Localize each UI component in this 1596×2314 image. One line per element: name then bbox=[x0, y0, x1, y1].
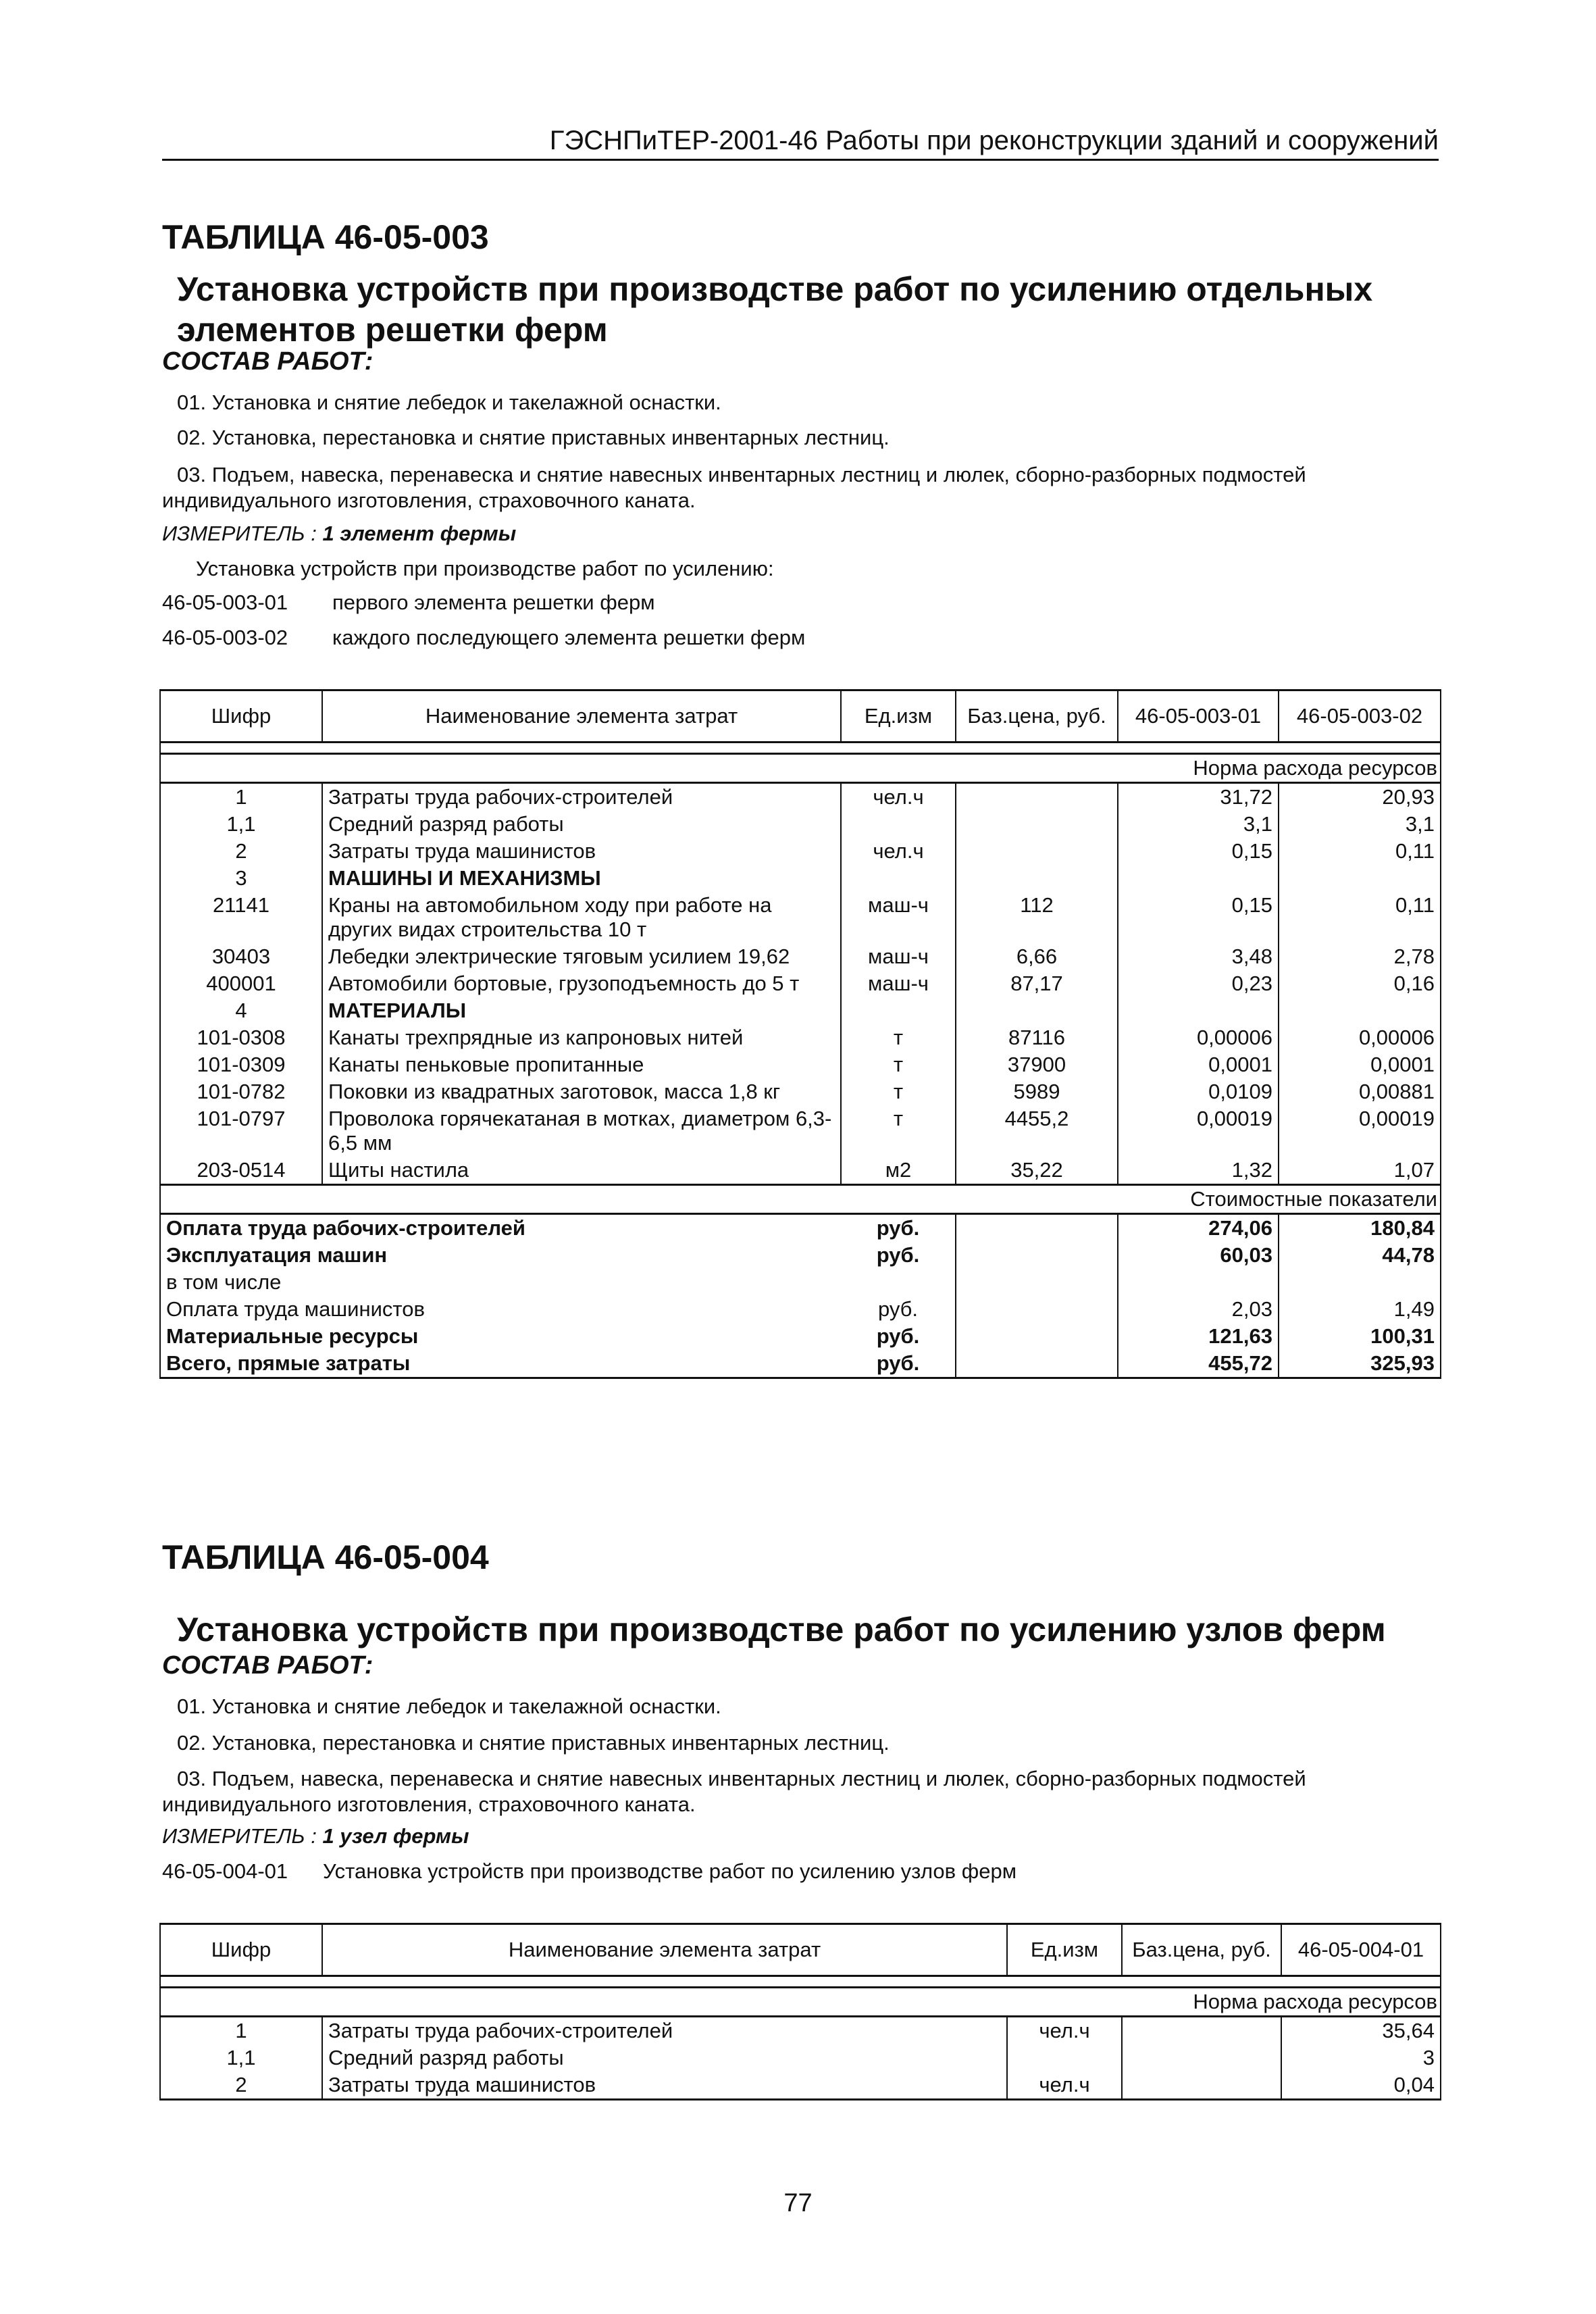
column-header: 46-05-003-02 bbox=[1279, 690, 1441, 743]
row-value bbox=[1118, 997, 1279, 1024]
row-code: 1 bbox=[160, 783, 322, 811]
work-composition-label: СОСТАВ РАБОТ: bbox=[162, 1651, 374, 1680]
row-value: 0,16 bbox=[1279, 970, 1441, 997]
table-row bbox=[160, 943, 1441, 970]
row-value: 0,04 bbox=[1281, 2071, 1441, 2100]
row-price: 5989 bbox=[956, 1078, 1118, 1105]
row-code: 21141 bbox=[160, 892, 322, 943]
row-code: 3 bbox=[160, 865, 322, 892]
row-name: Канаты трехпрядные из капроновых нитей bbox=[322, 1024, 841, 1051]
work-item: 01. Установка и снятие лебедок и такелажной оснастки. bbox=[177, 1694, 721, 1718]
row-code: 101-0309 bbox=[160, 1051, 322, 1078]
row-unit bbox=[1007, 2044, 1122, 2071]
row-unit: чел.ч bbox=[841, 783, 956, 811]
table-row bbox=[160, 1157, 1441, 1185]
row-name: Поковки из квадратных заготовок, масса 1,8 кг bbox=[322, 1078, 841, 1105]
row-name: Лебедки электрические тяговым усилием 19,62 bbox=[322, 943, 841, 970]
row-unit: т bbox=[841, 1024, 956, 1051]
row-value: 0,15 bbox=[1118, 838, 1279, 865]
row-unit: чел.ч bbox=[1007, 2017, 1122, 2045]
row-code: 101-0782 bbox=[160, 1078, 322, 1105]
row-name: Средний разряд работы bbox=[322, 2044, 1007, 2071]
row-name: Проволока горячекатаная в мотках, диаметром 6,3-6,5 мм bbox=[322, 1105, 841, 1157]
row-unit bbox=[841, 811, 956, 838]
row-code: 2 bbox=[160, 2071, 322, 2100]
running-header: ГЭСНПиТЕР-2001-46 Работы при реконструкции зданий и сооружений bbox=[162, 126, 1439, 161]
row-price bbox=[956, 838, 1118, 865]
table-row bbox=[160, 1078, 1441, 1105]
work-item: 01. Установка и снятие лебедок и такелажной оснастки. bbox=[177, 391, 721, 414]
row-value: 35,64 bbox=[1281, 2017, 1441, 2045]
table-row bbox=[160, 1051, 1441, 1078]
row-code: 101-0308 bbox=[160, 1024, 322, 1051]
cost-band: Стоимостные показатели bbox=[160, 1185, 1441, 1214]
row-value: 3,48 bbox=[1118, 943, 1279, 970]
row-code: 4 bbox=[160, 997, 322, 1024]
cost-value: 60,03 bbox=[1118, 1242, 1279, 1269]
row-price bbox=[1122, 2017, 1281, 2045]
code: 46-05-003-02 bbox=[162, 626, 288, 649]
row-name: МАШИНЫ И МЕХАНИЗМЫ bbox=[322, 865, 841, 892]
row-name: Затраты труда машинистов bbox=[322, 838, 841, 865]
column-header: Ед.изм bbox=[1007, 1924, 1122, 1976]
table-row bbox=[160, 1105, 1441, 1157]
row-value: 0,0001 bbox=[1118, 1051, 1279, 1078]
row-unit: чел.ч bbox=[1007, 2071, 1122, 2100]
code-description: первого элемента решетки ферм bbox=[332, 590, 655, 614]
row-unit bbox=[841, 997, 956, 1024]
row-code: 1 bbox=[160, 2017, 322, 2045]
row-unit: т bbox=[841, 1105, 956, 1157]
row-unit: маш-ч bbox=[841, 970, 956, 997]
table-row bbox=[160, 2017, 1441, 2045]
row-name: Затраты труда машинистов bbox=[322, 2071, 1007, 2100]
row-unit: маш-ч bbox=[841, 892, 956, 943]
row-price: 87116 bbox=[956, 1024, 1118, 1051]
table-row bbox=[160, 865, 1441, 892]
work-composition-label: СОСТАВ РАБОТ: bbox=[162, 347, 374, 376]
row-code: 1,1 bbox=[160, 811, 322, 838]
cost-name: Оплата труда рабочих-строителей bbox=[160, 1214, 841, 1242]
cost-value: 121,63 bbox=[1118, 1323, 1279, 1350]
table-row bbox=[160, 997, 1441, 1024]
table-number: ТАБЛИЦА 46-05-004 bbox=[162, 1538, 489, 1576]
table-row bbox=[160, 892, 1441, 943]
work-item: 03. Подъем, навеска, перенавеска и снятие навесных инвентарных лестниц и люлек, сборно-разборных подмостей индивидуального изготовления, страховочного каната. bbox=[162, 1767, 1306, 1816]
row-value bbox=[1279, 865, 1441, 892]
table-header-row bbox=[160, 1924, 1441, 1976]
resource-table bbox=[159, 689, 1441, 1379]
page-number: 77 bbox=[783, 2189, 813, 2217]
row-name: Щиты настила bbox=[322, 1157, 841, 1185]
cost-value: 100,31 bbox=[1279, 1323, 1441, 1350]
row-value: 3 bbox=[1281, 2044, 1441, 2071]
row-price bbox=[956, 783, 1118, 811]
cost-value bbox=[1279, 1269, 1441, 1296]
measure-line bbox=[162, 522, 516, 546]
table-row bbox=[160, 1024, 1441, 1051]
cost-row bbox=[160, 1350, 1441, 1378]
table-row bbox=[160, 838, 1441, 865]
row-price bbox=[956, 865, 1118, 892]
row-name: Канаты пеньковые пропитанные bbox=[322, 1051, 841, 1078]
norm-band: Норма расхода ресурсов bbox=[160, 754, 1441, 783]
norm-band-row bbox=[160, 1988, 1441, 2017]
code-description: Установка устройств при производстве работ по усилению узлов ферм bbox=[323, 1859, 1017, 1883]
row-price: 6,66 bbox=[956, 943, 1118, 970]
row-name: Затраты труда рабочих-строителей bbox=[322, 2017, 1007, 2045]
row-value: 0,00006 bbox=[1279, 1024, 1441, 1051]
row-price bbox=[1122, 2044, 1281, 2071]
cost-name: Всего, прямые затраты bbox=[160, 1350, 841, 1378]
row-value: 0,0109 bbox=[1118, 1078, 1279, 1105]
row-price: 112 bbox=[956, 892, 1118, 943]
column-header: 46-05-003-01 bbox=[1118, 690, 1279, 743]
cost-name: в том числе bbox=[160, 1269, 841, 1296]
row-unit: маш-ч bbox=[841, 943, 956, 970]
cost-unit: руб. bbox=[841, 1242, 956, 1269]
row-name: Средний разряд работы bbox=[322, 811, 841, 838]
row-unit: т bbox=[841, 1078, 956, 1105]
table-heading: Установка устройств при производстве работ по усилению узлов ферм bbox=[177, 1611, 1386, 1649]
row-code: 1,1 bbox=[160, 2044, 322, 2071]
row-code: 400001 bbox=[160, 970, 322, 997]
column-header: Шифр bbox=[160, 1924, 322, 1976]
cost-value: 180,84 bbox=[1279, 1214, 1441, 1242]
table-row bbox=[160, 783, 1441, 811]
cost-row bbox=[160, 1323, 1441, 1350]
row-price: 4455,2 bbox=[956, 1105, 1118, 1157]
cost-name: Оплата труда машинистов bbox=[160, 1296, 841, 1323]
cost-row bbox=[160, 1296, 1441, 1323]
cost-row bbox=[160, 1242, 1441, 1269]
table-row bbox=[160, 2044, 1441, 2071]
cost-value: 2,03 bbox=[1118, 1296, 1279, 1323]
row-price bbox=[1122, 2071, 1281, 2100]
measure-value: 1 узел фермы bbox=[322, 1824, 469, 1848]
table-number: ТАБЛИЦА 46-05-003 bbox=[162, 218, 489, 256]
row-unit: т bbox=[841, 1051, 956, 1078]
table-heading: Установка устройств при производстве работ по усилению отдельных элементов решетки ферм bbox=[177, 270, 1373, 349]
norm-band-row bbox=[160, 754, 1441, 783]
row-value bbox=[1279, 997, 1441, 1024]
row-unit bbox=[841, 865, 956, 892]
row-value: 3,1 bbox=[1279, 811, 1441, 838]
row-code: 101-0797 bbox=[160, 1105, 322, 1157]
work-item: 02. Установка, перестановка и снятие приставных инвентарных лестниц. bbox=[177, 426, 890, 449]
table-row bbox=[160, 811, 1441, 838]
row-price bbox=[956, 811, 1118, 838]
cost-band-row bbox=[160, 1185, 1441, 1214]
cost-value: 325,93 bbox=[1279, 1350, 1441, 1378]
row-value: 3,1 bbox=[1118, 811, 1279, 838]
cost-name: Материальные ресурсы bbox=[160, 1323, 841, 1350]
row-value: 1,32 bbox=[1118, 1157, 1279, 1185]
resource-table bbox=[159, 1923, 1441, 2101]
code: 46-05-003-01 bbox=[162, 590, 288, 614]
row-value: 0,11 bbox=[1279, 838, 1441, 865]
row-code: 2 bbox=[160, 838, 322, 865]
row-code: 203-0514 bbox=[160, 1157, 322, 1185]
table-header-row bbox=[160, 690, 1441, 743]
measure-label: ИЗМЕРИТЕЛЬ : bbox=[162, 1824, 317, 1848]
column-header: 46-05-004-01 bbox=[1281, 1924, 1441, 1976]
row-price bbox=[956, 997, 1118, 1024]
row-value: 0,00019 bbox=[1279, 1105, 1441, 1157]
measure-value: 1 элемент фермы bbox=[322, 522, 517, 545]
row-value: 0,11 bbox=[1279, 892, 1441, 943]
column-header: Наименование элемента затрат bbox=[322, 1924, 1007, 1976]
measure-line bbox=[162, 1824, 469, 1848]
work-item: 03. Подъем, навеска, перенавеска и снятие навесных инвентарных лестниц и люлек, сборно-разборных подмостей индивидуального изготовления, страховочного каната. bbox=[162, 463, 1306, 512]
row-value: 0,15 bbox=[1118, 892, 1279, 943]
row-code: 30403 bbox=[160, 943, 322, 970]
table-row bbox=[160, 970, 1441, 997]
cost-unit bbox=[841, 1269, 956, 1296]
measure-label: ИЗМЕРИТЕЛЬ : bbox=[162, 522, 317, 545]
column-header: Баз.цена, руб. bbox=[956, 690, 1118, 743]
cost-value: 274,06 bbox=[1118, 1214, 1279, 1242]
row-value: 31,72 bbox=[1118, 783, 1279, 811]
cost-unit: руб. bbox=[841, 1350, 956, 1378]
row-value: 0,00019 bbox=[1118, 1105, 1279, 1157]
row-price: 37900 bbox=[956, 1051, 1118, 1078]
column-header: Ед.изм bbox=[841, 690, 956, 743]
row-name: Автомобили бортовые, грузоподъемность до 5 т bbox=[322, 970, 841, 997]
row-value: 2,78 bbox=[1279, 943, 1441, 970]
row-name: МАТЕРИАЛЫ bbox=[322, 997, 841, 1024]
column-header: Баз.цена, руб. bbox=[1122, 1924, 1281, 1976]
cost-row bbox=[160, 1269, 1441, 1296]
table-row bbox=[160, 2071, 1441, 2100]
cost-unit: руб. bbox=[841, 1296, 956, 1323]
column-header: Шифр bbox=[160, 690, 322, 743]
row-unit: м2 bbox=[841, 1157, 956, 1185]
cost-unit: руб. bbox=[841, 1214, 956, 1242]
code-description: каждого последующего элемента решетки ферм bbox=[332, 626, 806, 649]
row-value: 0,00006 bbox=[1118, 1024, 1279, 1051]
row-value bbox=[1118, 865, 1279, 892]
norm-band: Норма расхода ресурсов bbox=[160, 1988, 1441, 2017]
cost-row bbox=[160, 1214, 1441, 1242]
row-value: 0,23 bbox=[1118, 970, 1279, 997]
row-unit: чел.ч bbox=[841, 838, 956, 865]
work-item: 02. Установка, перестановка и снятие приставных инвентарных лестниц. bbox=[177, 1731, 890, 1755]
column-header: Наименование элемента затрат bbox=[322, 690, 841, 743]
row-name: Затраты труда рабочих-строителей bbox=[322, 783, 841, 811]
cost-value: 1,49 bbox=[1279, 1296, 1441, 1323]
code: 46-05-004-01 bbox=[162, 1859, 288, 1883]
row-price: 35,22 bbox=[956, 1157, 1118, 1185]
row-value: 0,0001 bbox=[1279, 1051, 1441, 1078]
cost-unit: руб. bbox=[841, 1323, 956, 1350]
cost-value: 455,72 bbox=[1118, 1350, 1279, 1378]
row-name: Краны на автомобильном ходу при работе на других видах строительства 10 т bbox=[322, 892, 841, 943]
row-value: 0,00881 bbox=[1279, 1078, 1441, 1105]
cost-name: Эксплуатация машин bbox=[160, 1242, 841, 1269]
code-intro: Установка устройств при производстве работ по усилению: bbox=[196, 557, 774, 580]
row-value: 1,07 bbox=[1279, 1157, 1441, 1185]
cost-value bbox=[1118, 1269, 1279, 1296]
row-value: 20,93 bbox=[1279, 783, 1441, 811]
row-price: 87,17 bbox=[956, 970, 1118, 997]
cost-value: 44,78 bbox=[1279, 1242, 1441, 1269]
